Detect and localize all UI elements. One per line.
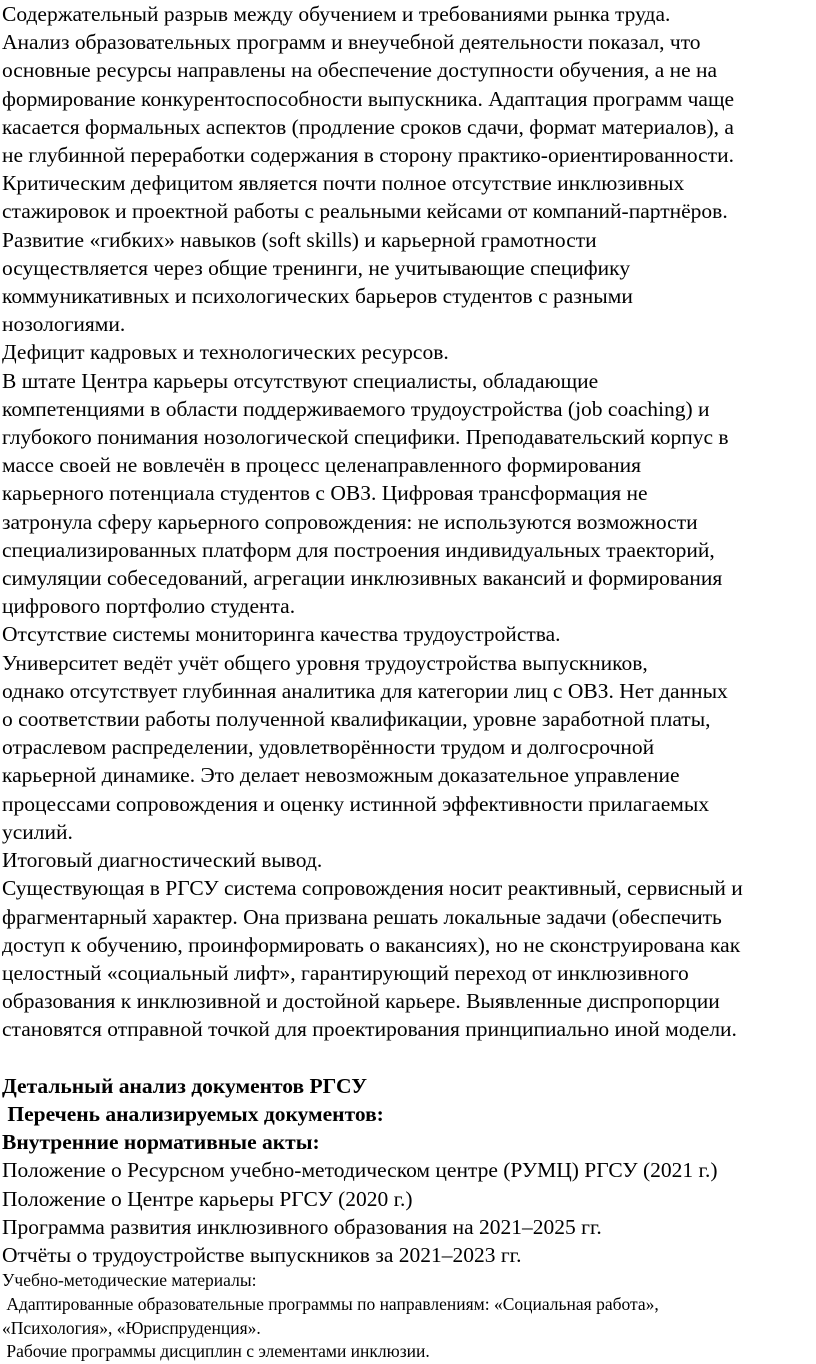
text-line: формирование конкурентоспособности выпускника. Адаптация программ чаще [2,86,735,111]
section-heading: Детальный анализ документов РГСУ [2,1073,368,1098]
text-line: карьерного потенциала студентов с ОВЗ. Цифровая трансформация не [2,481,648,506]
text-line: усилий. [2,819,73,844]
text-line: не глубинной переработки содержания в сторону практико-ориентированности. [2,143,734,168]
text-line: Университет ведёт учёт общего уровня трудоустройства выпускников, [2,650,648,675]
document-item: Адаптированные образовательные программы по направлениям: «Социальная работа», [2,1293,659,1314]
group-heading: Учебно-методические материалы: [2,1270,257,1291]
text-line: однако отсутствует глубинная аналитика для категории лиц с ОВЗ. Нет данных [2,678,728,703]
text-line: Отсутствие системы мониторинга качества трудоустройства. [2,622,561,647]
paragraph-content-gap [2,0,816,338]
text-line: Анализ образовательных программ и внеучебной деятельности показал, что [2,30,701,55]
text-line: специализированных платформ для построения индивидуальных траекторий, [2,537,715,562]
document-item: Рабочие программы дисциплин с элементами инклюзии. [2,1341,430,1362]
section-subheading: Перечень анализируемых документов: [2,1101,384,1126]
text-line: фрагментарный характер. Она призвана решать локальные задачи (обеспечить [2,904,722,929]
text-line: В штате Центра карьеры отсутствуют специалисты, обладающие [2,368,599,393]
document-item: «Психология», «Юриспруденция». [2,1317,261,1338]
paragraph-resource-deficit [2,338,816,620]
text-line: становятся отправной точкой для проектирования принципиально иной модели. [2,1017,737,1042]
paragraph-conclusion [2,846,816,1043]
text-line: массе своей не вовлечён в процесс целенаправленного формирования [2,453,642,478]
text-line: о соответствии работы полученной квалификации, уровне заработной платы, [2,707,711,732]
section-documents [2,1072,816,1364]
text-line: основные ресурсы направлены на обеспечение доступности обучения, а не на [2,58,718,83]
group-heading: Внутренние нормативные акты: [2,1130,320,1155]
text-line: коммуникативных и психологических барьеров студентов с разными [2,284,633,309]
text-line: Развитие «гибких» навыков (soft skills) и карьерной грамотности [2,227,597,252]
text-line: нозологиями. [2,312,126,337]
text-line: затронула сферу карьерного сопровождения: не используются возможности [2,509,698,534]
text-line: доступ к обучению, проинформировать о вакансиях), но не сконструирована как [2,932,741,957]
text-line: компетенциями в области поддерживаемого трудоустройства (job coaching) и [2,396,710,421]
text-line: Существующая в РГСУ система сопровождения носит реактивный, сервисный и [2,876,743,901]
text-line: целостный «социальный лифт», гарантирующий переход от инклюзивного [2,960,689,985]
blank-line [2,1044,816,1072]
document-item: Положение о Ресурсном учебно-методическом центре (РУМЦ) РГСУ (2021 г.) [2,1158,718,1183]
text-line: карьерной динамике. Это делает невозможным доказательное управление [2,763,680,788]
document-item: Положение о Центре карьеры РГСУ (2020 г.) [2,1186,413,1211]
text-line: процессами сопровождения и оценку истинной эффективности прилагаемых [2,791,710,816]
text-line: цифрового портфолио студента. [2,594,296,619]
text-line: Дефицит кадровых и технологических ресурсов. [2,340,449,365]
text-line: глубокого понимания нозологической специфики. Преподавательский корпус в [2,425,729,450]
text-line: Итоговый диагностический вывод. [2,848,323,873]
text-line: Критическим дефицитом является почти полное отсутствие инклюзивных [2,171,685,196]
text-line: касается формальных аспектов (продление сроков сдачи, формат материалов), а [2,114,734,139]
text-line: осуществляется через общие тренинги, не учитывающие специфику [2,255,631,280]
text-line: стажировок и проектной работы с реальными кейсами от компаний-партнёров. [2,199,728,224]
paragraph-monitoring [2,620,816,846]
text-line: образования к инклюзивной и достойной карьере. Выявленные диспропорции [2,989,720,1014]
text-line: отраслевом распределении, удовлетворённости трудом и долгосрочной [2,735,655,760]
text-line: Содержательный разрыв между обучением и требованиями рынка труда. [2,2,671,26]
text-line: симуляции собеседований, агрегации инклюзивных вакансий и формирования [2,566,723,591]
document-item: Программа развития инклюзивного образования на 2021–2025 гг. [2,1214,602,1239]
document-item: Отчёты о трудоустройстве выпускников за 2021–2023 гг. [2,1242,522,1267]
